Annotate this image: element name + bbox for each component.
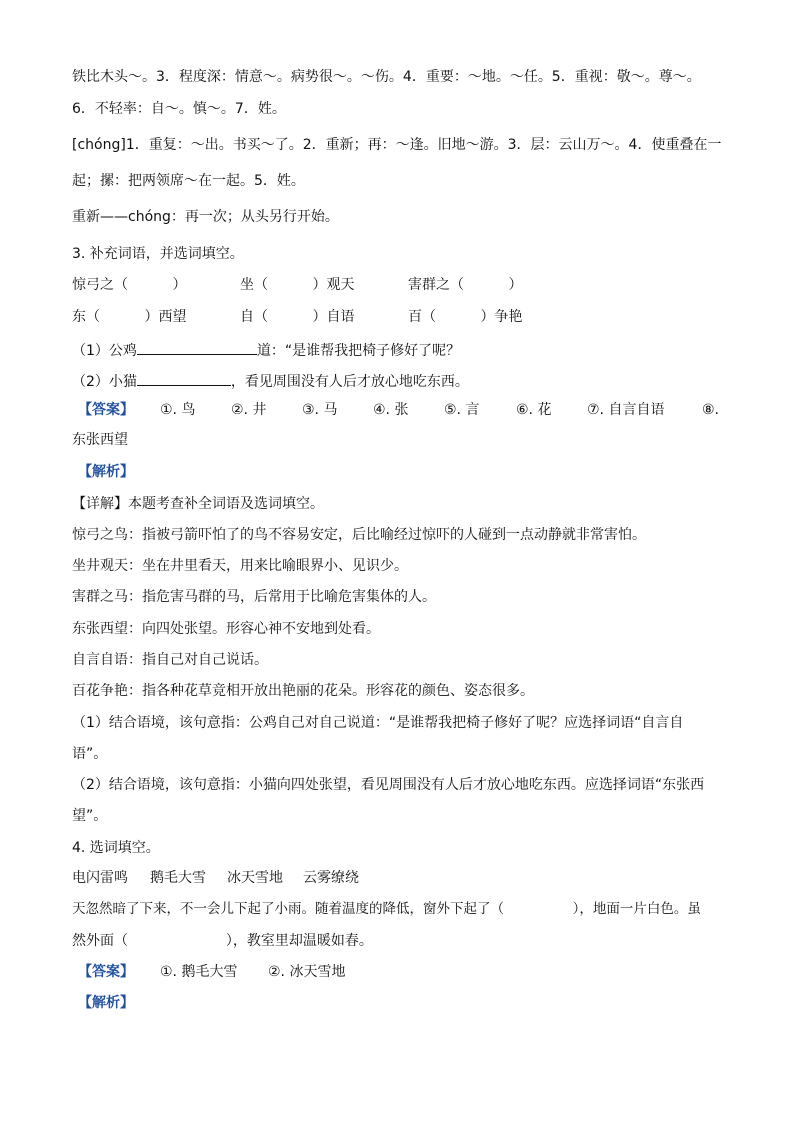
answer-underline: [137, 371, 231, 386]
analysis-label: 【解析】: [78, 995, 134, 1011]
context-line: （2）结合语境，该句意指：小猫向四处张望，看见周围没有人后才放心地吃东西。应选择词语“东张西: [72, 777, 705, 793]
explanation-line: 自言自语：指自己对自己说话。: [72, 652, 268, 668]
context-line: 语”。: [72, 746, 108, 762]
question-4-title: 4. 选词填空。: [72, 840, 160, 856]
sentence-1: （1）公鸡 道：“是谁帮我把椅子修好了呢？: [72, 340, 460, 360]
answer-item: ③. 马: [302, 402, 338, 418]
answer-item: ⑤. 言: [444, 402, 480, 418]
explanation-line: 百花争艳：指各种花草竞相开放出艳丽的花朵。形容花的颜色、姿态很多。: [72, 683, 534, 699]
word-option: 冰天雪地: [227, 870, 283, 886]
word-option: 云雾缭绕: [303, 870, 359, 886]
idiom-blank: 害群之（ ）: [408, 277, 523, 293]
meaning-line: [chóng]1．重复：～出。书买～了。2．重新；再：～逢。旧地～游。3．层：云山万～。4．使重叠在一: [72, 137, 722, 153]
question-3-title: 3. 补充词语，并选词填空。: [72, 246, 244, 262]
fill-paragraph: 然外面（ ），教室里却温暖如春。: [72, 933, 373, 949]
detail-line: 【详解】本题考查补全词语及选词填空。: [72, 496, 324, 512]
meaning-line: 铁比木头～。3．程度深：情意～。病势很～。～伤。4．重要：～地。～任。5．重视：敬～。尊～。: [72, 69, 701, 85]
idiom-blank: 惊弓之（ ）: [72, 277, 187, 293]
idiom-blank: 百（ ）争艳: [408, 309, 523, 325]
word-option: 电闪雷鸣: [72, 870, 128, 886]
answer-item: ⑦. 自言自语: [587, 402, 665, 418]
answer-item: ①. 鹅毛大雪: [160, 964, 238, 980]
idiom-blank: 坐（ ）观天: [240, 277, 355, 293]
meaning-line: 6．不轻率：自～。慎～。7．姓。: [72, 101, 286, 117]
answer-label: 【答案】: [78, 402, 134, 418]
explanation-line: 惊弓之鸟：指被弓箭吓怕了的鸟不容易安定，后比喻经过惊吓的人碰到一点动静就非常害怕。: [72, 527, 646, 543]
fill-paragraph: 天忽然暗了下来，不一会儿下起了小雨。随着温度的降低，窗外下起了（ ），地面一片白色。虽: [72, 901, 701, 917]
context-line: （1）结合语境，该句意指：公鸡自己对自己说道：“是谁帮我把椅子修好了呢？应选择词语“自言自: [72, 715, 684, 731]
word-option: 鹅毛大雪: [150, 870, 206, 886]
answer-continuation: 东张西望: [72, 432, 128, 448]
sentence-2: （2）小猫 ，看见周围没有人后才放心地吃东西。: [72, 371, 469, 391]
answer-item: ⑥. 花: [516, 402, 552, 418]
idiom-blank: 自（ ）自语: [240, 309, 355, 325]
meaning-line: 起；摞：把两领席～在一起。5．姓。: [72, 173, 305, 189]
answer-item: ①. 鸟: [160, 402, 196, 418]
analysis-label: 【解析】: [78, 464, 134, 480]
explanation-line: 东张西望：向四处张望。形容心神不安地到处看。: [72, 621, 380, 637]
idiom-blank: 东（ ）西望: [72, 309, 187, 325]
context-line: 望”。: [72, 808, 108, 824]
chongxin-definition: 重新——chóng：再一次；从头另行开始。: [72, 209, 339, 225]
answer-item: ⑧.: [702, 402, 720, 418]
answer-item: ②. 冰天雪地: [268, 964, 346, 980]
answer-underline: [137, 340, 257, 355]
explanation-line: 坐井观天：坐在井里看天，用来比喻眼界小、见识少。: [72, 558, 408, 574]
explanation-line: 害群之马：指危害马群的马，后常用于比喻危害集体的人。: [72, 589, 436, 605]
answer-item: ②. 井: [231, 402, 267, 418]
answer-label: 【答案】: [78, 964, 134, 980]
answer-item: ④. 张: [373, 402, 409, 418]
